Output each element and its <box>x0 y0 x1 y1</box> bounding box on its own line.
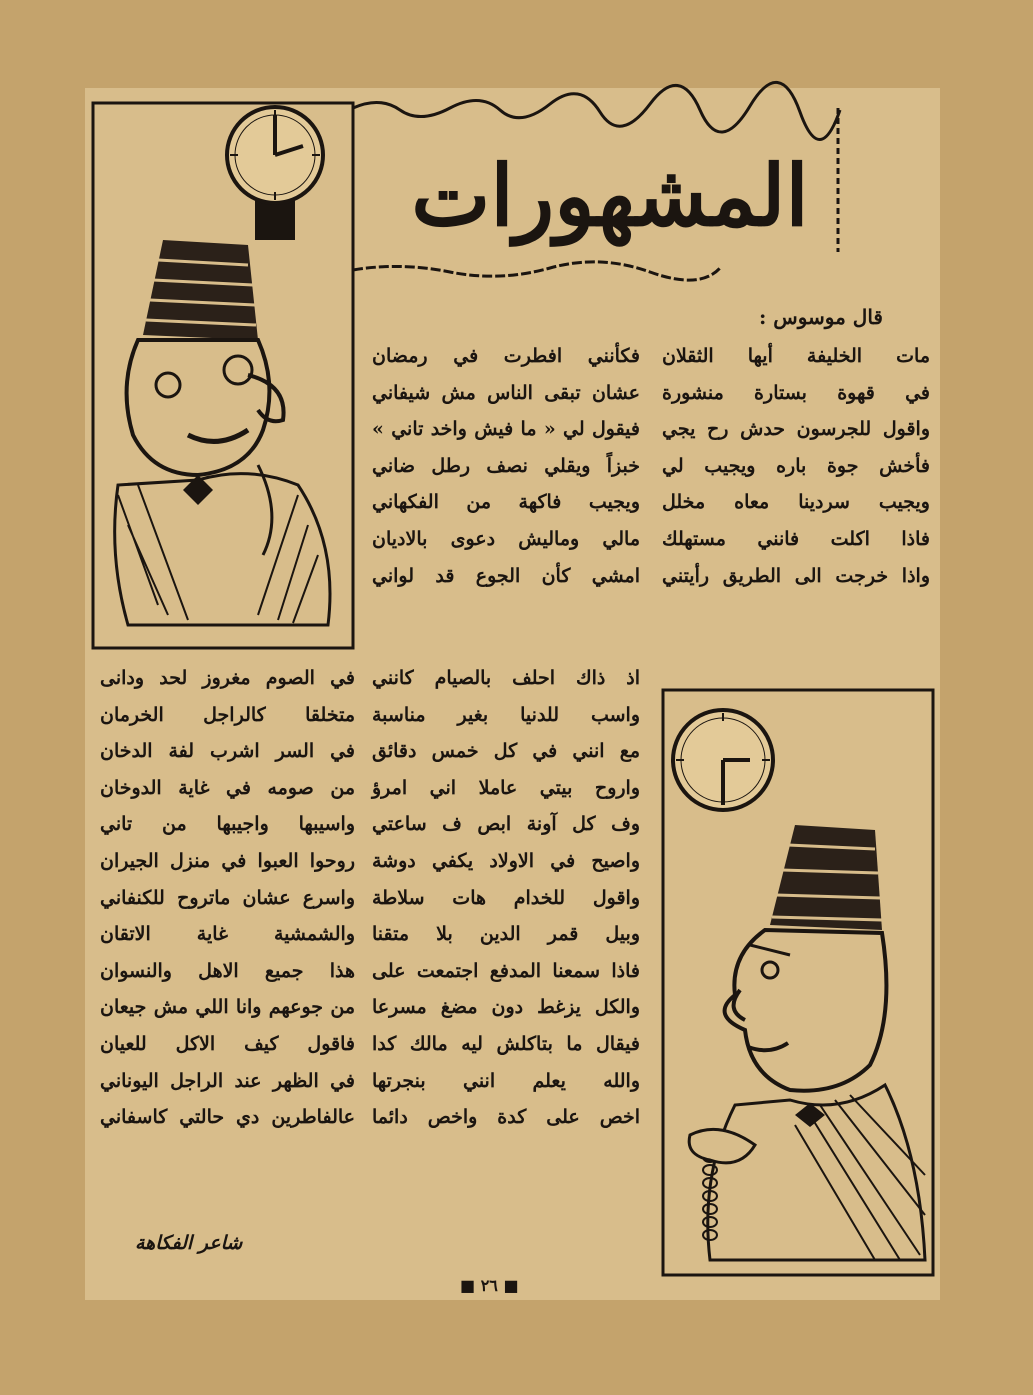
verse-line: فكأنني افطرت في رمضان <box>372 345 640 367</box>
verse-line: فاذا اكلت فانني مستهلك <box>662 527 930 550</box>
author-signature: شاعر الفكاهة <box>135 1232 243 1254</box>
verse-line: واصيح في الاولاد يكفي دوشة <box>372 849 640 872</box>
verse-line: مالي وماليش دعوى بالاديان <box>372 527 640 550</box>
verse-line: في الظهر عند الراجل اليوناني <box>100 1069 355 1092</box>
verse-line: والكل يزغط دون مضغ مسرعا <box>372 996 640 1019</box>
verse-line: والشمشية غاية الاتقان <box>100 923 355 946</box>
clock-icon <box>668 705 788 825</box>
verse-line: ويجيب سردينا معاه مخلل <box>662 491 930 514</box>
verse-line: واقول للخدام هات سلاطة <box>372 886 640 909</box>
verse-line: فاقول كيف الاكل للعيان <box>100 1032 355 1055</box>
verse-line: في قهوة بستارة منشورة <box>662 381 930 404</box>
verse-line: في السر اشرب لفة الدخان <box>100 740 355 763</box>
verse-line: فيقال ما بتاكلش ليه مالك كدا <box>372 1032 640 1055</box>
verse-line: فيقول لي « ما فيش واخد تاني » <box>372 418 640 441</box>
verse-line: اذ ذاك احلف بالصيام كانني <box>372 667 640 689</box>
left-column <box>100 660 355 1136</box>
verse-line: واسرع عشان ماتروح للكنفاني <box>100 886 355 909</box>
verse-line: واقول للجرسون حدش رح يجي <box>662 418 930 441</box>
verse-line: امشي كأن الجوع قد لواني <box>372 564 640 587</box>
verse-line: من جوعهم وانا اللي مش جيعان <box>100 996 355 1019</box>
verse-line: فأخش جوة باره ويجيب لي <box>662 454 930 477</box>
verse-line: في الصوم مغروز لحد ودانى <box>100 667 355 689</box>
verse-line: عشان تبقى الناس مش شيفاني <box>372 381 640 404</box>
verse-line: واذا خرجت الى الطريق رأيتني <box>662 564 930 587</box>
verse-line: اخص على كدة واخص دائما <box>372 1106 640 1129</box>
middle-top-column <box>372 338 640 594</box>
verse-line: خبزاً ويقلي نصف رطل ضاني <box>372 454 640 477</box>
clock-icon <box>215 100 335 240</box>
verse-line: وف كل آونة ابص ف ساعتي <box>372 813 640 836</box>
right-column <box>662 338 930 594</box>
verse-line: مات الخليفة أيها الثقلان <box>662 345 930 367</box>
speaker-label: قال موسوس : <box>758 305 883 329</box>
cartoon-man-fez-bottom-icon <box>670 815 930 1265</box>
verse-line: روحوا العبوا في منزل الجيران <box>100 849 355 872</box>
cartoon-man-fez-top-icon <box>98 225 348 635</box>
verse-line: واسب للدنيا بغير مناسبة <box>372 703 640 726</box>
verse-line: وبيل قمر الدين بلا متقنا <box>372 923 640 946</box>
verse-line: فاذا سمعنا المدفع اجتمعت على <box>372 959 640 982</box>
verse-line: ويجيب فاكهة من الفكهاني <box>372 491 640 514</box>
verse-line: واسيبها واجيبها من تاني <box>100 813 355 836</box>
page-title: المشهورات <box>411 145 809 245</box>
verse-line: من صومه في غاية الدوخان <box>100 776 355 799</box>
verse-line: مع انني في كل خمس دقائق <box>372 740 640 763</box>
verse-line: والله يعلم انني بنجرتها <box>372 1069 640 1092</box>
page-number: ■ ٢٦ ■ <box>460 1276 519 1295</box>
middle-bottom-column <box>372 660 640 1136</box>
verse-line: واروح بيتي عاملا اني امرؤ <box>372 776 640 799</box>
verse-line: عالفاطرين دي حالتي كاسفاني <box>100 1106 355 1129</box>
verse-line: هذا جميع الاهل والنسوان <box>100 959 355 982</box>
verse-line: متخلقا كالراجل الخرمان <box>100 703 355 726</box>
